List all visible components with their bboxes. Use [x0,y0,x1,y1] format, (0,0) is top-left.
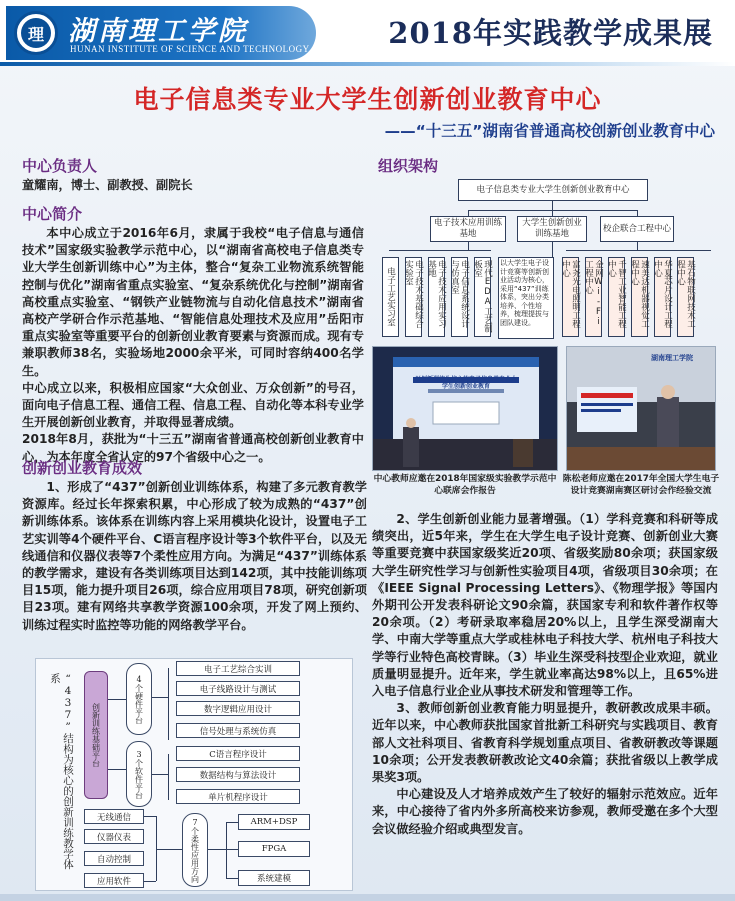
director-text [22,177,362,194]
intro-body [22,225,364,466]
sw-item-3: 单片机程序设计 [176,789,300,804]
expo-title: 2018年实践教学成果展 [388,16,713,50]
results-paragraph-2: 2、学生创新创业能力显著增强。（1）学科竞赛和科研等成绩突出，近5年来，学生在大学生电子设计竞赛、创新创业大赛等重要竞赛中获国家级奖近20项、省级奖励80余项；获国家级大学生研究性学习与创新性实验项目4项，省级项目30余项；在《IEEE Signal Processing Letters》、《物理学报》等国内外期刊公开发表科研论文90余篇，获国家专利和软件著作权等20余项。（2）考研录取率稳居20%以上，且学生深受湖南大学、中南大学等重点大学或桂林电子科技大学、杭州电子科技大学等行业特色高校青睐。（3）毕业生深受科技型企业欢迎，就业质量明显提升。近年来，学生就业率高达98%以上，且65%进入电子信息行业企业从事技术研发和管理等工作。 [372,512,718,699]
flex-left-item-4: 应用软件 [84,873,144,888]
intro-paragraph-2: 中心成立以来，积极相应国家“大众创业、万众创新”的号召，面向电子信息工程、通信工程、信息工程、自动化等本科专业学生开展创新创业教育，并取得显著成绩。 [22,380,364,430]
flex-right-item-1: ARM+DSP [238,814,310,830]
org-leaf-right-3: 千智工业智能工程中心 [608,257,625,337]
intro-heading: 中心简介 [22,205,83,223]
sw-item-1: C语言程序设计 [176,746,300,761]
sw-item-2: 数据结构与算法设计 [176,767,300,782]
photo-right-screen-text: 湖南理工学院 [651,354,693,362]
org-leaf-left-4: 电子信息系统设计与仿真室 [451,257,468,337]
results-paragraph-3: 3、教师创新创业教育能力明显提升，教研教改成果丰硕。近年以来，中心教师获批国家首批新工科研究与实践项目、教育部人文社科项目、省教育科学规划重点项目、省教研教改等课题10余项；公开发表教研教改论文40余篇；获批省级以上教学成果奖3项。 [372,701,718,785]
org-leaf-left-2: 电子技术基础综合实验室 [405,257,422,337]
org-leaf-right-4: 速美达机器视觉工程中心 [631,257,648,337]
flex-right-item-3: 系统建模 [238,870,310,886]
results-paragraph-1: 1、形成了“437”创新创业训练体系，构建了多元教育教学资源库。经过长年探索积累，中心形成了较为成熟的“437”创新训练体系。该体系在训练内容上采用模块化设计，设置电子工艺实训等4个硬件平台、C语言程序设计等3个软件平台，以及无线通信和仪器仪表等7个柔性应用方向。为满足“437”训练体系的教学需求，建设有各类训练项目达到142项，其中技能训练项目15项，能力提升项目26项，综合应用项目78项，研究创新项目23项。建有网络共享教学资源100余项，开发了网上预约、训练过程实时监控等功能的网络教学平台。 [22,480,367,632]
foundation-platform: 创新训练基础平台 [84,671,108,799]
photo-competition-talk [566,346,716,471]
sw-platform-group: 3个软件平台 [126,741,152,807]
system-side-title: “437”结构为核心的创新训练教学体系 [49,673,74,870]
photo-conference-report [372,346,558,471]
org-root: 电子信息类专业大学生创新创业教育中心 [458,179,648,201]
director-name: 童耀南，博士、副教授、副院长 [22,178,193,192]
school-seal-icon [14,11,58,55]
page-title: 电子信息类专业大学生创新创业教育中心 [133,85,602,114]
results-body-right [372,511,718,838]
photo-left-screen-text: 以创新训练为核心的电子信息类专业大学生创新创业教育 [414,376,517,390]
header-divider [0,62,735,66]
hw-item-3: 数字逻辑应用设计 [176,701,300,716]
flex-right-item-2: FPGA [238,841,310,857]
flex-left-item-3: 自动控制 [84,851,144,866]
training-system-diagram [35,658,353,891]
results-body-left [22,479,367,634]
results-paragraph-4: 中心建设及人才培养成效产生了较好的辐射示范效应。近年来，中心接待了省内外多所高校来访参观，教师受邀在多个大型会议做经验介绍或典型发言。 [372,787,718,836]
flex-direction-group: 7个柔性应用方向 [182,813,208,887]
school-name-en: HUNAN INSTITUTE OF SCIENCE AND TECHNOLOGY [70,44,310,54]
org-leaf-left-3: 电子技术应用实习基地 [428,257,445,337]
org-branch-2: 大学生创新创业训练基地 [517,216,587,242]
org-chart [378,173,718,343]
org-leaf-left-1: 电子工艺实习室 [382,257,399,337]
footer-band [0,894,735,901]
hw-platform-group: 4个硬件平台 [126,663,152,735]
org-leaf-left-5: 现代EDA工艺制板室 [474,257,491,337]
school-logo-banner [6,6,316,60]
school-name-cn: 湖南理工学院 [68,16,248,47]
flex-left-item-2: 仪器仪表 [84,829,144,844]
intro-paragraph-1: 本中心成立于2016年6月，隶属于我校“电子信息与通信技术”国家级实验教学示范中心，以“湖南省高校电子信息类专业大学生创新训练中心”为主体，整合“复杂工业物流系统智能控制与优化”湖南省重点实验室、“复杂系统优化与控制”湖南省高校重点实验室、“钢铁产业链物流与自动化信息技术”湖南省高校产学研合作示范基地、“智能信息处理技术及应用”岳阳市重点实验室等重要平台的创新创业教育要素与资源而成。现有专兼职教师38名，实验场地2000余平米，可同时容纳400名学生。 [22,226,364,378]
hw-item-4: 信号处理与系统仿真 [176,723,300,738]
org-branch-1: 电子技术应用训练基地 [430,216,506,242]
seal-glyph: 理 [21,18,51,48]
flex-left-item-1: 无线通信 [84,809,144,824]
director-heading: 中心负责人 [22,157,98,175]
hw-item-2: 电子线路设计与测试 [176,681,300,696]
photo-right-caption: 陈松老师应邀在2017年全国大学生电子设计竞赛湖南赛区研讨会作经验交流 [562,474,720,496]
page-subtitle: ——“十三五”湖南省普通高校创新创业教育中心 [384,122,715,140]
photo-left-caption: 中心教师应邀在2018年国家级实验教学示范中心联席会作报告 [373,474,557,496]
org-leaf-right-5: 华夏芯片设计工程中心 [654,257,671,337]
results-heading: 创新创业教育成效 [22,459,143,477]
org-leaf-right-6: 基石物联网技术工程中心 [677,257,694,337]
org-leaf-right-2: 金网Wi-Fi工程中心 [585,257,602,337]
hw-item-1: 电子工艺综合实训 [176,661,300,676]
org-branch-3: 校企联合工程中心 [600,216,674,242]
intro-paragraph-3: 2018年8月，获批为“十三五”湖南省普通高校创新创业教育中心，为本年度全省认定的97个省级中心之一。 [22,432,364,464]
org-leaf-right-1: 富尧光电照明工程中心 [562,257,579,337]
org-middle-description: 以大学生电子设计竞赛等创新创业活动为核心，采用“437”训练体系，突出分类培养、个性培养，梳理提拔与团队建设。 [498,257,554,339]
org-heading: 组织架构 [378,157,439,175]
